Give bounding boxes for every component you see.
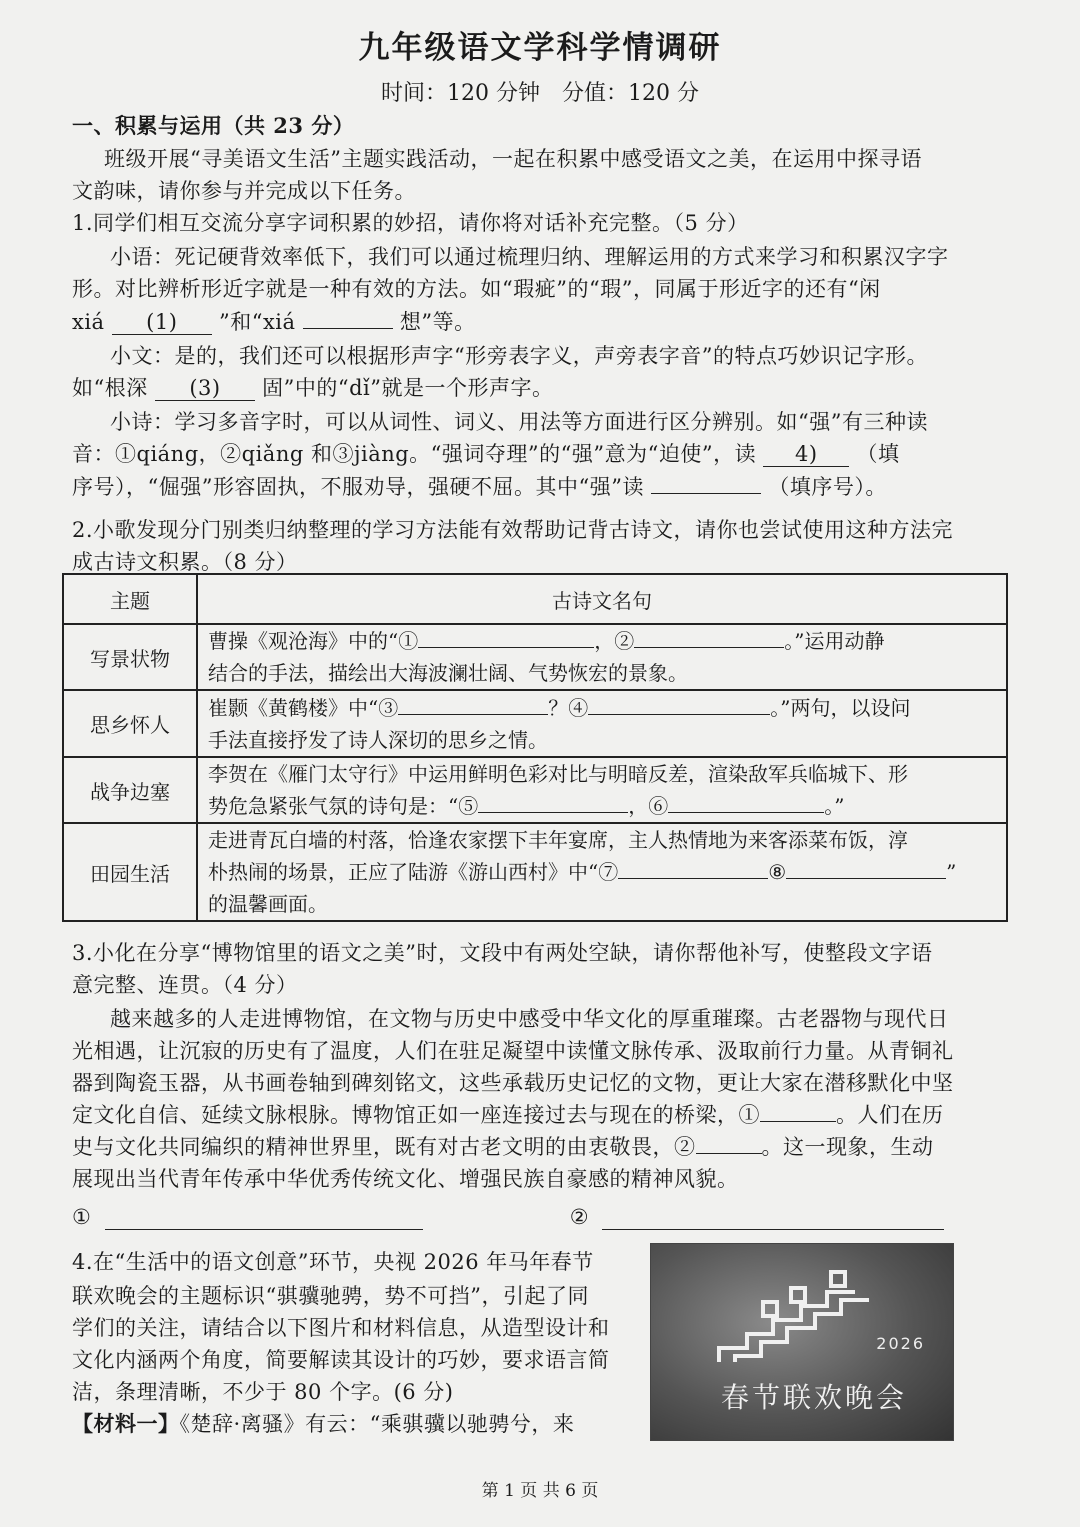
q1-text-gu: 固”中的“dǐ”就是一个形声字。 [262, 376, 554, 400]
poem-text: 崔颢《黄鹤楼》中“③ [208, 695, 399, 720]
answer-marker-1: ① [72, 1205, 92, 1229]
poem-text: ” [946, 860, 957, 884]
poem-blank-1[interactable] [418, 647, 594, 648]
poem-table [62, 573, 1008, 922]
poem-text: 。”运用动静 [784, 629, 885, 653]
poem-cell [197, 757, 1007, 823]
table-row [63, 624, 1007, 690]
material-text: 《楚辞·离骚》有云：“乘骐骥以驰骋兮，来 [179, 1412, 575, 1436]
table-header-row [63, 574, 1007, 624]
q1-para1-line2: 形。对比辨析形近字就是一种有效的方法。如“瑕疵”的“瑕”，同属于形近字的还有“闲 [72, 277, 881, 301]
q1-para2-line2 [72, 372, 1012, 402]
q1-blank-2[interactable] [303, 328, 393, 329]
logo-caption: 春节联欢晚会 [721, 1381, 908, 1414]
q1-blank-1[interactable]: (1) [112, 310, 212, 335]
q3-answer-line [72, 1205, 1012, 1230]
poem-blank-6[interactable] [668, 812, 824, 813]
poem-cell [197, 690, 1007, 757]
exam-time-score: 时间：120 分钟 分值：120 分 [381, 81, 699, 106]
q3-para-line3: 器到陶瓷玉器，从书画卷轴到碑刻铭文，这些承载历史记忆的文物，更让大家在潜移默化中坚 [72, 1071, 954, 1095]
q3-para-line6: 展现出当代青年传承中华优秀传统文化、增强民族自豪感的精神风貌。 [72, 1167, 739, 1191]
theme-cell: 思乡怀人 [63, 690, 197, 757]
q4-line5: 洁，条理清晰，不少于 80 个字。(6 分) [72, 1380, 454, 1404]
q3-inline-blank-2[interactable] [696, 1153, 762, 1154]
q1-text-xiang: 想”等。 [399, 310, 476, 334]
poem-blank-8[interactable] [786, 878, 946, 879]
poem-text: 。”两句，以设问 [770, 695, 911, 720]
q1-para1-line1: 小语：死记硬背效率低下，我们可以通过梳理归纳、理解运用的方式来学习和积累汉字字 [110, 245, 949, 269]
section-heading: 一、积累与运用（共 23 分） [72, 113, 355, 138]
poem-text: 曹操《观沧海》中的“① [208, 629, 419, 653]
q3-answer-blank-2[interactable] [602, 1205, 944, 1230]
page-title: 九年级语文学科学情调研 [358, 30, 722, 66]
q1-pinyin-xia-1: xiá [72, 310, 105, 334]
poem-text: 走进青瓦白墙的村落，恰逢农家摆下丰年宴席，主人热情地为来客添菜布饭，淳 [208, 828, 908, 852]
q1-para3-line1: 小诗：学习多音字时，可以从词性、词义、用法等方面进行区分辨别。如“强”有三种读 [110, 410, 928, 434]
q3-inline-blank-1[interactable] [760, 1121, 836, 1122]
answer-marker-2: ② [569, 1205, 590, 1229]
q1-fill-hint-2: （填序号）。 [768, 475, 887, 499]
q3-text: 。这一现象，生动 [761, 1135, 934, 1159]
poem-text: 手法直接抒发了诗人深切的思乡之情。 [208, 727, 548, 752]
q1-para1-line3 [72, 306, 1012, 336]
intro-line-1: 班级开展“寻美语文生活”主题实践活动，一起在积累中感受语文之美，在运用中探寻语 [104, 147, 922, 171]
intro-line-2: 文韵味，请你参与并完成以下任务。 [72, 179, 416, 203]
poem-text: 。” [824, 794, 845, 818]
table-row [63, 690, 1007, 757]
q3-text: 史与文化共同编织的精神世界里，既有对古老文明的由衷敬畏，② [72, 1135, 696, 1159]
q4-line3: 学们的关注，请结合以下图片和材料信息，从造型设计和 [72, 1316, 610, 1340]
table-row [63, 757, 1007, 823]
q2-stem-line2: 成古诗文积累。（8 分） [72, 550, 298, 574]
theme-cell: 田园生活 [63, 823, 197, 921]
poem-text: ⑧ [768, 860, 787, 884]
q4-line2: 联欢晚会的主题标识“骐骥驰骋，势不可挡”，引起了同 [72, 1284, 589, 1308]
col-header-theme: 主题 [63, 574, 197, 624]
material-label: 【材料一】 [72, 1411, 180, 1436]
q4-line1: 4.在“生活中的语文创意”环节，央视 2026 年马年春节 [72, 1250, 594, 1274]
page-number: 第 1 页 共 6 页 [481, 1481, 599, 1501]
q1-blank-4[interactable]: 4) [763, 442, 849, 467]
q4-line4: 文化内涵两个角度，简要解读其设计的巧妙，要求语言简 [72, 1348, 610, 1372]
q3-text: 定文化自信、延续文脉根脉。博物馆正如一座连接过去与现在的桥梁，① [72, 1103, 760, 1127]
col-header-poem: 古诗文名句 [197, 574, 1007, 624]
poem-blank-3[interactable] [398, 714, 548, 715]
poem-blank-4[interactable] [588, 714, 770, 715]
q3-answer-blank-1[interactable] [105, 1205, 423, 1230]
poem-blank-7[interactable] [618, 878, 768, 879]
q1-pinyin-xia-2: ”和“xiá [218, 310, 296, 334]
q1-pinyin-readings: 音：①qiáng，②qiǎng 和③jiàng。“强词夺理”的“强”意为“迫使”，读 [72, 442, 757, 466]
poem-text: ，② [594, 629, 635, 653]
q1-juejiang-text: 序号），“倔强”形容固执，不服劝导，强硬不屈。其中“强”读 [72, 475, 644, 499]
poem-blank-5[interactable] [478, 812, 628, 813]
theme-cell: 战争边塞 [63, 757, 197, 823]
poem-text: ？④ [548, 695, 589, 720]
poem-blank-2[interactable] [634, 647, 784, 648]
q3-stem-line2: 意完整、连贯。（4 分） [72, 973, 298, 997]
poem-text: 李贺在《雁门太守行》中运用鲜明色彩对比与明暗反差，渲染敌军兵临城下、形 [208, 762, 908, 786]
poem-text: 势危急紧张气氛的诗句是：“⑤ [208, 794, 479, 818]
theme-cell: 写景状物 [63, 624, 197, 690]
q3-stem-line1: 3.小化在分享“博物馆里的语文之美”时，文段中有两处空缺，请你帮他补写，使整段文字语 [72, 941, 933, 965]
q3-para-line5 [72, 1131, 1012, 1161]
poem-cell [197, 823, 1007, 921]
q1-stem: 1.同学们相互交流分享字词积累的妙招，请你将对话补充完整。（5 分） [72, 211, 749, 235]
q1-para3-line2 [72, 438, 1012, 468]
poem-text: 朴热闹的场景，正应了陆游《游山西村》中“⑦ [208, 860, 619, 884]
poem-text: 的温馨画面。 [208, 892, 328, 916]
poem-text: ，⑥ [628, 794, 669, 818]
poem-cell [197, 624, 1007, 690]
q1-fill-hint-1: （填 [856, 442, 900, 466]
table-row [63, 823, 1007, 921]
gala-logo-image [650, 1243, 954, 1441]
q1-blank-3[interactable]: (3) [155, 376, 255, 401]
q3-para-line1: 越来越多的人走进博物馆，在文物与历史中感受中华文化的厚重璀璨。古老器物与现代日 [110, 1007, 949, 1031]
q1-para2-line1: 小文：是的，我们还可以根据形声字“形旁表字义，声旁表字音”的特点巧妙识记字形。 [110, 344, 928, 368]
q3-text: 。人们在历 [836, 1103, 944, 1127]
q1-text-genshen: 如“根深 [72, 376, 148, 400]
q3-para-line4 [72, 1099, 1012, 1129]
logo-year: 2026 [876, 1334, 925, 1353]
q2-stem-line1: 2.小歌发现分门别类归纳整理的学习方法能有效帮助记背古诗文，请你也尝试使用这种方法完 [72, 518, 954, 542]
q3-para-line2: 光相遇，让沉寂的历史有了温度，人们在驻足凝望中读懂文脉传承、汲取前行力量。从青铜礼 [72, 1039, 954, 1063]
q1-para3-line3 [72, 471, 1012, 501]
q1-blank-5[interactable] [651, 493, 761, 494]
poem-text: 结合的手法，描绘出大海波澜壮阔、气势恢宏的景象。 [208, 661, 688, 685]
